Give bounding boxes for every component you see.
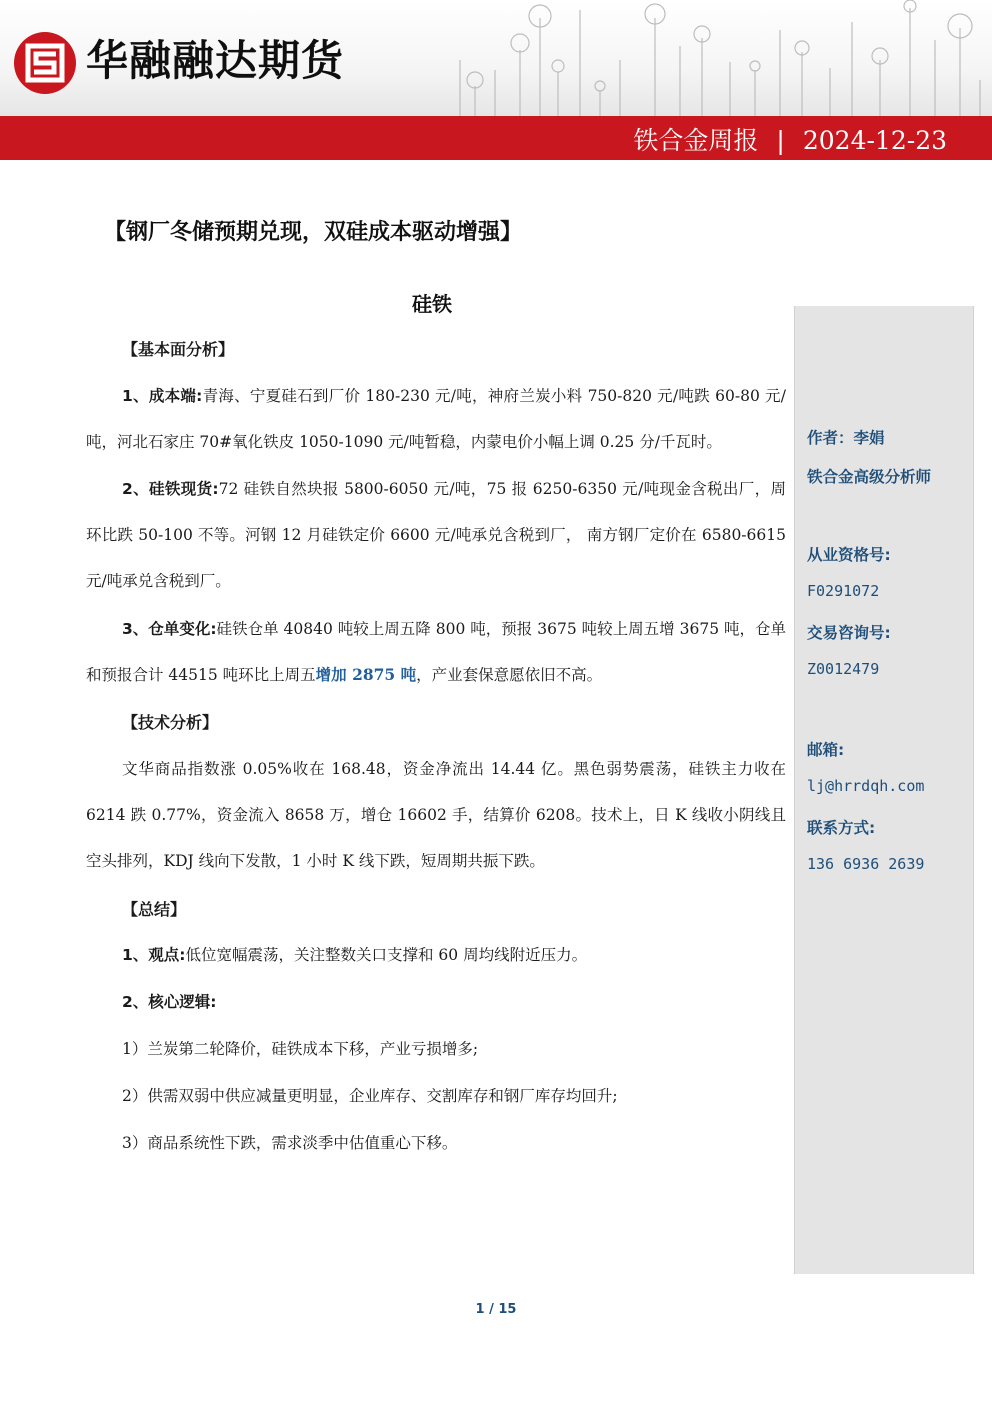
spot-label: 2、硅铁现货: xyxy=(122,480,219,498)
technical-paragraph: 文华商品指数涨 0.05%收在 168.48，资金净流出 14.44 亿。黑色弱势震荡，硅铁主力收在 6214 跌 0.77%，资金流入 8658 万，增仓 16602 手，结算价 6208。技术上，日 K 线收小阴线且空头排列，KDJ 线向下发散，1 小时 K 线下跌，短周期共振下跌。 xyxy=(86,760,786,870)
report-separator: | xyxy=(776,126,785,155)
decorative-pins-graphic xyxy=(440,0,992,116)
report-info xyxy=(633,121,947,157)
warrant-label: 3、仓单变化: xyxy=(122,620,217,638)
warrant-text: 硅铁仓单 40840 吨较上周五降 800 吨，预报 3675 吨较上周五增 3675 吨，仓单和预报合计 44515 吨环比上周五 xyxy=(86,620,787,684)
warrant-text-end: ，产业套保意愿依旧不高。 xyxy=(416,666,603,684)
view-label: 1、观点: xyxy=(122,946,186,964)
warrant-highlight: 增加 2875 吨 xyxy=(315,665,417,684)
qualification-label: 从业资格号: xyxy=(807,546,891,564)
email-link[interactable]: lj@hrrdqh.com xyxy=(807,777,925,795)
view-text: 低位宽幅震荡，关注整数关口支撑和 60 周均线附近压力。 xyxy=(185,946,588,964)
report-name: 铁合金周报 xyxy=(633,126,759,155)
spot-text: 72 硅铁自然块报 5800-6050 元/吨，75 报 6250-6350 元/吨现金含税出厂，周环比跌 50-100 不等。河钢 12 月硅铁定价 6600 元/吨承兑含税到厂， 南方钢厂定价在 6580-6615 元/吨承兑含税到厂。 xyxy=(86,480,787,590)
fundamentals-heading: 【基本面分析】 xyxy=(122,340,235,359)
report-date: 2024-12-23 xyxy=(802,126,947,155)
logic-item: 2）供需双弱中供应减量更明显，企业库存、交割库存和钢厂库存均回升; xyxy=(122,1087,618,1105)
page-number: 1 / 15 xyxy=(475,1302,517,1317)
consult-number: Z0012479 xyxy=(807,660,880,678)
cost-paragraph xyxy=(86,373,786,465)
page-header xyxy=(0,0,992,160)
warrant-paragraph xyxy=(86,606,786,698)
technical-heading: 【技术分析】 xyxy=(122,713,219,732)
cost-label: 1、成本端: xyxy=(122,387,203,405)
spot-paragraph xyxy=(86,466,786,604)
company-name: 华融融达期货 xyxy=(86,36,345,85)
email-label: 邮箱: xyxy=(807,741,845,759)
logic-item: 3）商品系统性下跌，需求淡季中估值重心下移。 xyxy=(122,1134,458,1152)
cost-text: 青海、宁夏硅石到厂价 180-230 元/吨，神府兰炭小料 750-820 元/吨跌 60-80 元/吨，河北石家庄 70#氧化铁皮 1050-1090 元/吨暂稳，内蒙电价小幅上调 0.25 分/千瓦时。 xyxy=(86,387,786,451)
view-line xyxy=(86,944,822,967)
document-title: 【钢厂冬储预期兑现，双硅成本驱动增强】 xyxy=(104,220,523,245)
author-position: 铁合金高级分析师 xyxy=(807,468,932,486)
contact-label: 联系方式: xyxy=(807,819,876,837)
summary-heading: 【总结】 xyxy=(122,900,187,919)
author-name: 作者：李娟 xyxy=(807,429,885,447)
qualification-number: F0291072 xyxy=(807,582,880,600)
section-title: 硅铁 xyxy=(412,292,452,316)
company-logo xyxy=(12,30,78,96)
logic-label: 2、核心逻辑: xyxy=(122,993,217,1011)
author-sidebar xyxy=(794,306,974,1274)
contact-phone: 136 6936 2639 xyxy=(807,855,925,873)
logic-item: 1）兰炭第二轮降价，硅铁成本下移，产业亏损增多; xyxy=(122,1040,479,1058)
consult-label: 交易咨询号: xyxy=(807,624,891,642)
